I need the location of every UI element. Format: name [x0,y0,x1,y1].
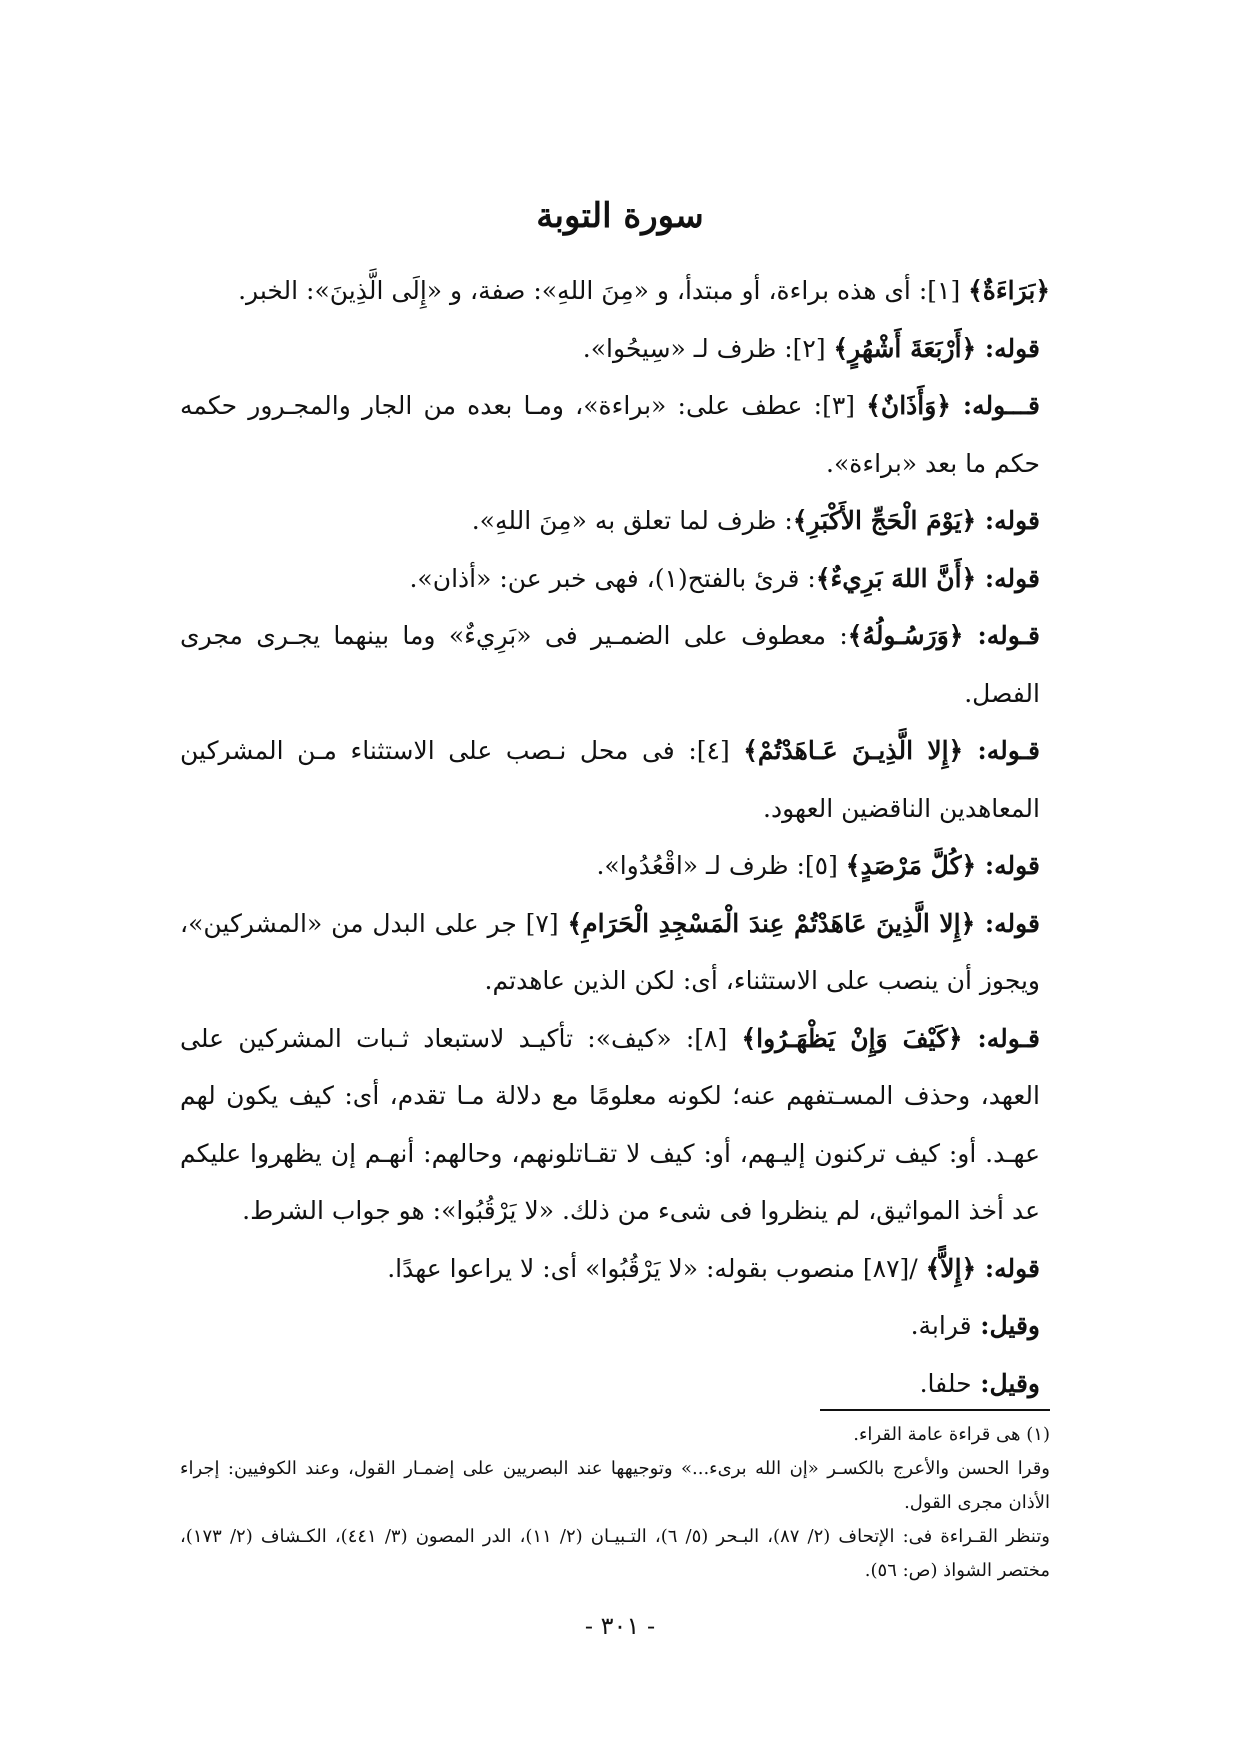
paragraph-label: قوله: [976,1253,1040,1283]
paragraph-text: قرابة. [910,1311,972,1340]
verse-quote: ﴿بَرَاءَةٌ﴾ [968,276,1050,305]
footnote-separator [820,1409,1050,1411]
paragraph-label: قوله: [976,506,1040,535]
verse-quote: ﴿يَوْمَ الْحَجِّ الأَكْبَرِ﴾ [792,506,977,535]
verse-quote: ﴿كَيْفَ وَإِنْ يَظْهَـرُوا﴾ [741,1023,963,1053]
paragraph-text: [٧] جر على البدل من «المشركين»، ويجوز أن ينصب على الاستثناء، أى: لكن الذين عاهدتم. [180,908,1040,995]
paragraph-label: وقيل: [971,1311,1040,1340]
paragraph-label: قـوله: [962,1023,1040,1053]
page-number: - ٣٠١ - [584,1612,656,1640]
page-title: سورة التوبة [536,196,704,236]
paragraph-label: وقيل: [971,1368,1040,1398]
paragraph-7 [180,722,1050,837]
paragraph-text: [٢]: ظرف لـ «سِيحُوا». [582,333,834,363]
paragraph-label: قـوله: [963,621,1040,650]
paragraph-text: /[٨٧] منصوب بقوله: «لا يَرْقُبُوا» أى: لا يراعوا عهدًا. [387,1253,926,1283]
paragraph-label: قوله: [976,333,1040,363]
paragraph-10 [180,1010,1050,1240]
verse-quote: ﴿أَرْبَعَةَ أَشْهُرٍ﴾ [833,333,977,363]
verse-quote: ﴿وَرَسُـولُهُ﴾ [847,621,964,650]
footnote: وقرا الحسن والأعرج بالكسـر «إن الله برىء...» وتوجيهها عند البصريين على إضمـار القول، وعند الكوفيين: إجراء الأذان مجرى القول. [180,1458,1050,1513]
paragraph-11 [180,1240,1050,1298]
verse-quote: ﴿إِلاًّ﴾ [925,1253,977,1283]
paragraph-label: قوله: [975,908,1040,938]
paragraph-label: قوله: [976,851,1040,880]
paragraph-text: [٤]: فى محل نـصب على الاستثناء مـن المشركين المعاهدين الناقضين العهود. [180,736,1040,823]
paragraph-text: : معطوف على الضمـير فى «بَرِيءٌ» وما بينهما يجـرى مجرى الفصل. [180,621,1040,708]
paragraph-text: [١]: أى هذه براءة، أو مبتدأ، و «مِنَ اللهِ»: صفة، و «إِلَى الَّذِينَ»: الخبر. [238,276,969,305]
verse-quote: ﴿إِلا الَّذِينَ عَاهَدْتُمْ عِندَ الْمَسْجِدِ الْحَرَامِ﴾ [567,908,976,938]
paragraph-text: : ظرف لما تعلق به «مِنَ اللهِ». [471,506,793,535]
verse-quote: ﴿إِلا الَّذِيـنَ عَـاهَدْتُمْ﴾ [743,736,964,765]
body-text [180,262,1050,1412]
paragraph-3 [180,377,1050,492]
paragraph-text: [٥]: ظرف لـ «اقْعُدُوا». [596,851,846,880]
paragraph-text: [٣]: عطف على: «براءة»، ومـا بعده من الجار والمجـرور حكمه حكم ما بعد «براءة». [180,391,1040,478]
footnotes [180,1418,1050,1588]
footnote: (١) هى قراءة عامة القراء. [853,1424,1050,1445]
paragraph-1 [180,262,1050,320]
verse-quote: ﴿وَأَذَانٌ﴾ [866,391,951,420]
verse-quote: ﴿كُلَّ مَرْصَدٍ﴾ [845,851,977,880]
paragraph-6 [180,607,1050,722]
paragraph-label: قـــوله: [950,391,1040,420]
paragraph-text: : قرئ بالفتح(١)، فهى خبر عن: «أذان». [409,563,816,593]
paragraph-9 [180,895,1050,1010]
paragraph-12 [180,1297,1050,1355]
paragraph-13 [180,1355,1050,1413]
paragraph-8 [180,837,1050,895]
paragraph-text: [٨]: «كيف»: تأكيـد لاستبعاد ثـبات المشركين على العهد، وحذف المسـتفهم عنه؛ لكونه معلومًا مع دلالة مـا تقدم، أى: كيف يكون لهم عهـد. أو: كيف تركنون إليـهم، أو: كيف لا تقـاتلونهم، وحالهم: أنهـم إن يظهروا عليكم عد أخذ المواثيق، لم ينظروا فى شىء من ذلك. «لا يَرْقُبُوا»: هو جواب الشرط. [180,1023,1040,1225]
paragraph-4 [180,492,1050,550]
verse-quote: ﴿أَنَّ اللهَ بَرِيءٌ﴾ [815,563,977,593]
paragraph-label: قوله: [976,563,1040,593]
paragraph-text: حلفا. [919,1368,972,1398]
paragraph-5 [180,550,1050,608]
footnote: وتنظر القـراءة فى: الإتحاف (٢/ ٨٧)، البـحر (٥/ ٦)، التـبيـان (٢/ ١١)، الدر المصون (٣/ ٤٤١)، الكـشاف (٢/ ١٧٣)، مختصر الشواذ (ص: ٥٦). [180,1526,1050,1581]
paragraph-2 [180,320,1050,378]
paragraph-label: قـوله: [963,736,1040,765]
